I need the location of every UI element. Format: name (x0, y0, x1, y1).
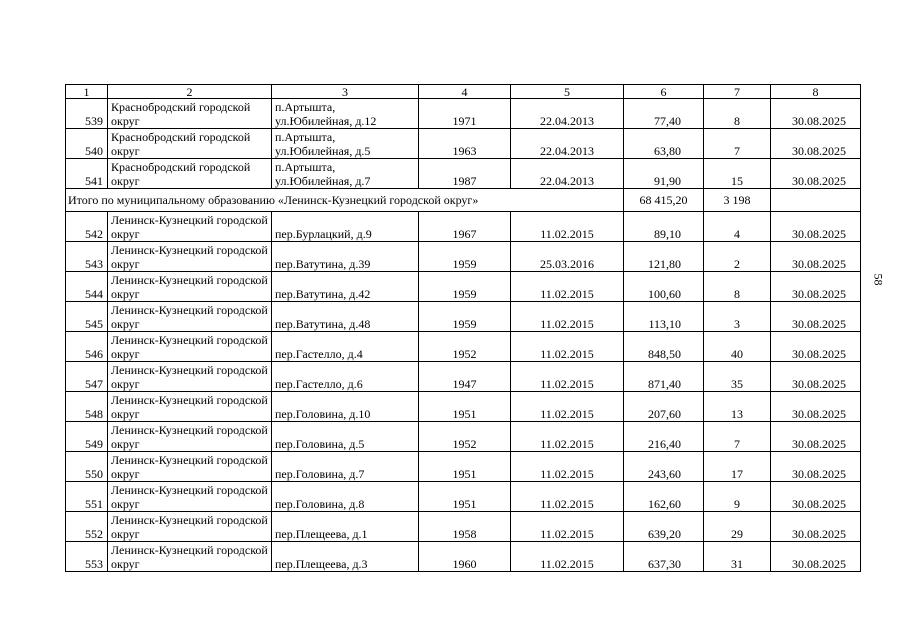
table-row (66, 362, 861, 392)
district-cell: Ленинск-Кузнецкий городской округ (108, 332, 272, 362)
total-row (66, 189, 861, 212)
address-line: ул.Юбилейная, д.7 (275, 174, 371, 188)
deadline-cell: 30.08.2025 (771, 302, 861, 332)
district-cell: Ленинск-Кузнецкий городской округ (108, 392, 272, 422)
year-cell: 1947 (419, 362, 511, 392)
date-cell: 11.02.2015 (511, 392, 624, 422)
date-cell: 11.02.2015 (511, 512, 624, 542)
row-number: 539 (66, 99, 108, 129)
total-count: 3 198 (704, 189, 771, 212)
district-cell: Ленинск-Кузнецкий городской округ (108, 542, 272, 572)
address-cell: пер.Бурлацкий, д.9 (272, 212, 419, 242)
row-number: 551 (66, 482, 108, 512)
area-cell: 100,60 (624, 272, 704, 302)
address-cell: пер.Плещеева, д.1 (272, 512, 419, 542)
deadline-cell: 30.08.2025 (771, 542, 861, 572)
count-cell: 7 (704, 129, 771, 159)
deadline-cell: 30.08.2025 (771, 512, 861, 542)
address-cell: пер.Ватутина, д.39 (272, 242, 419, 272)
row-number: 552 (66, 512, 108, 542)
deadline-cell: 30.08.2025 (771, 482, 861, 512)
empty-cell (771, 189, 861, 212)
address-cell: пер.Головина, д.8 (272, 482, 419, 512)
page-number: 58 (871, 273, 886, 286)
table-row (66, 242, 861, 272)
year-cell: 1963 (419, 129, 511, 159)
date-cell: 22.04.2013 (511, 159, 624, 189)
address-cell: пер.Гастелло, д.4 (272, 332, 419, 362)
year-cell: 1960 (419, 542, 511, 572)
district-cell: Ленинск-Кузнецкий городской округ (108, 362, 272, 392)
column-header: 8 (771, 85, 861, 99)
district-cell: Ленинск-Кузнецкий городской округ (108, 302, 272, 332)
area-cell: 848,50 (624, 332, 704, 362)
deadline-cell: 30.08.2025 (771, 159, 861, 189)
district-cell: Краснобродский городской округ (108, 129, 272, 159)
area-cell: 243,60 (624, 452, 704, 482)
year-cell: 1959 (419, 302, 511, 332)
total-area: 68 415,20 (624, 189, 704, 212)
year-cell: 1951 (419, 392, 511, 422)
column-header: 4 (419, 85, 511, 99)
table-row (66, 422, 861, 452)
deadline-cell: 30.08.2025 (771, 272, 861, 302)
table-header-row (66, 85, 861, 99)
area-cell: 89,10 (624, 212, 704, 242)
count-cell: 2 (704, 242, 771, 272)
address-cell: пер.Плещеева, д.3 (272, 542, 419, 572)
address-cell: пер.Головина, д.7 (272, 452, 419, 482)
address-cell: пер.Головина, д.10 (272, 392, 419, 422)
count-cell: 3 (704, 302, 771, 332)
area-cell: 162,60 (624, 482, 704, 512)
district-cell: Краснобродский городской округ (108, 99, 272, 129)
date-cell: 11.02.2015 (511, 542, 624, 572)
count-cell: 9 (704, 482, 771, 512)
row-number: 548 (66, 392, 108, 422)
deadline-cell: 30.08.2025 (771, 422, 861, 452)
count-cell: 7 (704, 422, 771, 452)
date-cell: 25.03.2016 (511, 242, 624, 272)
year-cell: 1959 (419, 272, 511, 302)
date-cell: 22.04.2013 (511, 99, 624, 129)
area-cell: 216,40 (624, 422, 704, 452)
count-cell: 17 (704, 452, 771, 482)
table-row (66, 452, 861, 482)
district-cell: Краснобродский городской округ (108, 159, 272, 189)
year-cell: 1952 (419, 332, 511, 362)
total-label: Итого по муниципальному образованию «Ленинск-Кузнецкий городской округ» (66, 189, 624, 212)
count-cell: 8 (704, 99, 771, 129)
row-number: 542 (66, 212, 108, 242)
deadline-cell: 30.08.2025 (771, 452, 861, 482)
area-cell: 207,60 (624, 392, 704, 422)
row-number: 550 (66, 452, 108, 482)
area-cell: 113,10 (624, 302, 704, 332)
table-body (66, 85, 861, 572)
deadline-cell: 30.08.2025 (771, 392, 861, 422)
table-row (66, 482, 861, 512)
row-number: 541 (66, 159, 108, 189)
row-number: 549 (66, 422, 108, 452)
area-cell: 121,80 (624, 242, 704, 272)
deadline-cell: 30.08.2025 (771, 362, 861, 392)
area-cell: 77,40 (624, 99, 704, 129)
table-row (66, 159, 861, 189)
row-number: 553 (66, 542, 108, 572)
address-line: ул.Юбилейная, д.5 (275, 144, 371, 158)
address-cell: пер.Гастелло, д.6 (272, 362, 419, 392)
area-cell: 639,20 (624, 512, 704, 542)
district-cell: Ленинск-Кузнецкий городской округ (108, 212, 272, 242)
column-header: 3 (272, 85, 419, 99)
count-cell: 15 (704, 159, 771, 189)
area-cell: 637,30 (624, 542, 704, 572)
district-cell: Ленинск-Кузнецкий городской округ (108, 272, 272, 302)
address-cell: пер.Головина, д.5 (272, 422, 419, 452)
date-cell: 11.02.2015 (511, 272, 624, 302)
table-row (66, 332, 861, 362)
date-cell: 11.02.2015 (511, 482, 624, 512)
date-cell: 11.02.2015 (511, 212, 624, 242)
count-cell: 8 (704, 272, 771, 302)
count-cell: 13 (704, 392, 771, 422)
count-cell: 35 (704, 362, 771, 392)
housing-table (65, 84, 861, 572)
district-cell: Ленинск-Кузнецкий городской округ (108, 512, 272, 542)
area-cell: 91,90 (624, 159, 704, 189)
area-cell: 871,40 (624, 362, 704, 392)
year-cell: 1951 (419, 482, 511, 512)
date-cell: 11.02.2015 (511, 422, 624, 452)
deadline-cell: 30.08.2025 (771, 212, 861, 242)
year-cell: 1971 (419, 99, 511, 129)
address-line: п.Артышта, (275, 130, 336, 144)
address-line: п.Артышта, (275, 100, 336, 114)
address-line: п.Артышта, (275, 160, 336, 174)
date-cell: 11.02.2015 (511, 302, 624, 332)
count-cell: 4 (704, 212, 771, 242)
address-line: ул.Юбилейная, д.12 (275, 114, 377, 128)
address-cell (272, 99, 419, 129)
table-row (66, 302, 861, 332)
count-cell: 29 (704, 512, 771, 542)
district-cell: Ленинск-Кузнецкий городской округ (108, 242, 272, 272)
date-cell: 22.04.2013 (511, 129, 624, 159)
district-cell: Ленинск-Кузнецкий городской округ (108, 482, 272, 512)
district-cell: Ленинск-Кузнецкий городской округ (108, 422, 272, 452)
address-cell (272, 159, 419, 189)
column-header: 1 (66, 85, 108, 99)
table-row (66, 542, 861, 572)
address-cell: пер.Ватутина, д.48 (272, 302, 419, 332)
date-cell: 11.02.2015 (511, 452, 624, 482)
table-row (66, 272, 861, 302)
district-cell: Ленинск-Кузнецкий городской округ (108, 452, 272, 482)
table-row (66, 512, 861, 542)
deadline-cell: 30.08.2025 (771, 129, 861, 159)
deadline-cell: 30.08.2025 (771, 242, 861, 272)
year-cell: 1951 (419, 452, 511, 482)
address-cell: пер.Ватутина, д.42 (272, 272, 419, 302)
table-row (66, 392, 861, 422)
year-cell: 1959 (419, 242, 511, 272)
table-row (66, 99, 861, 129)
column-header: 2 (108, 85, 272, 99)
count-cell: 31 (704, 542, 771, 572)
row-number: 543 (66, 242, 108, 272)
year-cell: 1987 (419, 159, 511, 189)
table-row (66, 212, 861, 242)
year-cell: 1952 (419, 422, 511, 452)
year-cell: 1958 (419, 512, 511, 542)
row-number: 544 (66, 272, 108, 302)
date-cell: 11.02.2015 (511, 332, 624, 362)
count-cell: 40 (704, 332, 771, 362)
row-number: 545 (66, 302, 108, 332)
row-number: 546 (66, 332, 108, 362)
column-header: 6 (624, 85, 704, 99)
column-header: 7 (704, 85, 771, 99)
column-header: 5 (511, 85, 624, 99)
deadline-cell: 30.08.2025 (771, 99, 861, 129)
area-cell: 63,80 (624, 129, 704, 159)
row-number: 540 (66, 129, 108, 159)
date-cell: 11.02.2015 (511, 362, 624, 392)
address-cell (272, 129, 419, 159)
row-number: 547 (66, 362, 108, 392)
year-cell: 1967 (419, 212, 511, 242)
table-row (66, 129, 861, 159)
deadline-cell: 30.08.2025 (771, 332, 861, 362)
